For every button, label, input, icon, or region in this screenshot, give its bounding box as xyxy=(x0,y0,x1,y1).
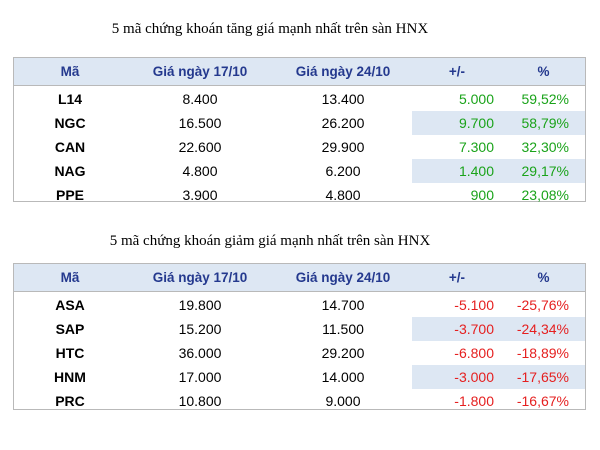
header-price-2410: Giá ngày 24/10 xyxy=(295,64,391,79)
table-row xyxy=(14,317,585,341)
table-row xyxy=(14,389,585,413)
stock-code: SAP xyxy=(55,321,85,337)
price-change: -3.700 xyxy=(412,317,502,341)
header-price-1710: Giá ngày 17/10 xyxy=(152,270,248,285)
price-change: 7.300 xyxy=(458,139,494,155)
table-row xyxy=(14,111,585,135)
header-code: Mã xyxy=(60,270,80,285)
price-change: 900 xyxy=(470,187,494,203)
table-row xyxy=(14,135,585,159)
price-change: -1.800 xyxy=(454,393,494,409)
table-row xyxy=(14,183,585,207)
price-1710: 3.900 xyxy=(182,187,218,203)
header-percent: % xyxy=(537,64,550,79)
stock-code: CAN xyxy=(54,139,86,155)
percent-change: 32,30% xyxy=(521,139,569,155)
price-1710: 15.200 xyxy=(178,321,222,337)
header-price-2410: Giá ngày 24/10 xyxy=(295,270,391,285)
price-2410: 14.000 xyxy=(321,369,365,385)
price-1710: 16.500 xyxy=(178,115,222,131)
price-1710: 10.800 xyxy=(178,393,222,409)
price-change: -6.800 xyxy=(454,345,494,361)
stock-code: ASA xyxy=(55,297,85,313)
price-2410: 13.400 xyxy=(321,91,365,107)
price-2410: 4.800 xyxy=(325,187,361,203)
header-percent: % xyxy=(537,270,550,285)
stock-code: HNM xyxy=(54,369,86,385)
price-change: -3.000 xyxy=(412,365,502,389)
stock-code: NGC xyxy=(54,115,86,131)
table-row xyxy=(14,87,585,111)
header-change: +/- xyxy=(448,64,466,79)
price-2410: 26.200 xyxy=(321,115,365,131)
price-change: -5.100 xyxy=(454,297,494,313)
price-1710: 4.800 xyxy=(182,163,218,179)
percent-change: 29,17% xyxy=(502,159,585,183)
stock-code: PPE xyxy=(55,187,84,203)
percent-change: -24,34% xyxy=(502,317,585,341)
header-price-1710: Giá ngày 17/10 xyxy=(152,64,248,79)
price-1710: 19.800 xyxy=(178,297,222,313)
percent-change: 23,08% xyxy=(521,187,569,203)
stock-code: HTC xyxy=(55,345,85,361)
table-header xyxy=(14,264,585,292)
price-2410: 11.500 xyxy=(322,321,364,337)
gainers-title: 5 mã chứng khoán tăng giá mạnh nhất trên sàn HNX xyxy=(111,21,429,37)
percent-change: -18,89% xyxy=(516,345,569,361)
table-row xyxy=(14,159,585,183)
price-1710: 36.000 xyxy=(178,345,222,361)
price-1710: 8.400 xyxy=(182,91,218,107)
table-header xyxy=(14,58,585,86)
price-2410: 29.200 xyxy=(321,345,365,361)
header-change: +/- xyxy=(448,270,466,285)
percent-change: -17,65% xyxy=(502,365,585,389)
price-change: 5.000 xyxy=(458,91,494,107)
percent-change: -25,76% xyxy=(516,297,569,313)
stock-code: NAG xyxy=(54,163,86,179)
gainers-table xyxy=(13,57,586,202)
losers-table xyxy=(13,263,586,410)
stock-code: L14 xyxy=(57,91,83,107)
price-2410: 9.000 xyxy=(325,393,361,409)
price-2410: 6.200 xyxy=(325,163,361,179)
table-row xyxy=(14,365,585,389)
percent-change: 59,52% xyxy=(521,91,569,107)
table-row xyxy=(14,293,585,317)
price-change: 9.700 xyxy=(412,111,502,135)
price-2410: 29.900 xyxy=(321,139,365,155)
percent-change: 58,79% xyxy=(502,111,585,135)
losers-title: 5 mã chứng khoán giảm giá mạnh nhất trên sàn HNX xyxy=(109,233,431,249)
price-1710: 17.000 xyxy=(178,369,222,385)
stock-code: PRC xyxy=(55,393,85,409)
price-1710: 22.600 xyxy=(178,139,222,155)
price-2410: 14.700 xyxy=(321,297,365,313)
price-change: 1.400 xyxy=(412,159,502,183)
header-code: Mã xyxy=(60,64,80,79)
percent-change: -16,67% xyxy=(516,393,569,409)
table-row xyxy=(14,341,585,365)
